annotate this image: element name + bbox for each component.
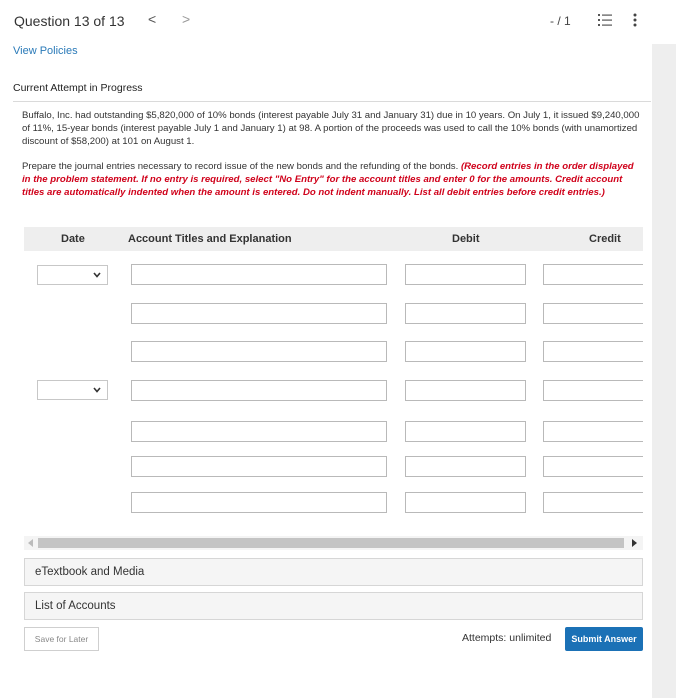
score-display: - / 1 xyxy=(550,14,571,28)
debit-amount-input[interactable] xyxy=(405,380,526,401)
submit-answer-button[interactable]: Submit Answer xyxy=(565,627,643,651)
question-list-icon[interactable] xyxy=(598,13,612,27)
more-options-icon[interactable] xyxy=(632,12,638,28)
account-column-header: Account Titles and Explanation xyxy=(128,233,292,245)
horizontal-scrollbar[interactable] xyxy=(24,536,643,550)
view-policies-link[interactable]: View Policies xyxy=(13,45,78,57)
account-title-input[interactable] xyxy=(131,264,387,285)
credit-amount-input[interactable] xyxy=(543,264,643,285)
credit-column-header: Credit xyxy=(589,233,621,245)
list-of-accounts-panel[interactable] xyxy=(24,592,643,620)
date-column-header: Date xyxy=(61,233,85,245)
attempts-status: Attempts: unlimited xyxy=(462,632,552,644)
scroll-left-icon[interactable] xyxy=(28,539,33,547)
etextbook-panel[interactable] xyxy=(24,558,643,586)
credit-amount-input[interactable] xyxy=(543,380,643,401)
question-content xyxy=(22,103,642,199)
account-title-input[interactable] xyxy=(131,380,387,401)
account-title-input[interactable] xyxy=(131,421,387,442)
etextbook-label: eTextbook and Media xyxy=(35,566,145,578)
date-select[interactable] xyxy=(37,380,108,400)
account-title-input[interactable] xyxy=(131,492,387,513)
instructions-emphasis: (Record entries in the order displayed in the problem statement. If no entry is required, select "No Entry" for the account titles and enter 0 for the amounts. Credit account titles are automatically indented when the amount is entered. Do not indent manually. List all debit entries before credit entries.) xyxy=(22,161,634,198)
problem-statement: Buffalo, Inc. had outstanding $5,820,000 of 10% bonds (interest payable July 31 and January 31) due in 10 years. On July 1, it issued $9,240,000 of 11%, 15-year bonds (interest payable July 1 and January 1) at 98. A portion of the proceeds was used to call the 10% bonds (with unamortized discount of $58,200) at 101 on August 1. xyxy=(22,110,640,147)
credit-amount-input[interactable] xyxy=(543,341,643,362)
chevron-down-icon xyxy=(93,387,101,393)
chevron-down-icon xyxy=(93,272,101,278)
debit-amount-input[interactable] xyxy=(405,456,526,477)
credit-amount-input[interactable] xyxy=(543,456,643,477)
credit-amount-input[interactable] xyxy=(543,492,643,513)
scroll-right-icon[interactable] xyxy=(632,539,637,547)
debit-amount-input[interactable] xyxy=(405,341,526,362)
list-of-accounts-label: List of Accounts xyxy=(35,600,116,612)
account-title-input[interactable] xyxy=(131,341,387,362)
credit-amount-input[interactable] xyxy=(543,303,643,324)
top-bar xyxy=(0,0,676,44)
right-gutter xyxy=(652,44,676,698)
next-question-button[interactable]: > xyxy=(182,11,191,27)
account-title-input[interactable] xyxy=(131,303,387,324)
attempt-status-heading: Current Attempt in Progress xyxy=(13,82,651,102)
date-select[interactable] xyxy=(37,265,108,285)
instructions-text: Prepare the journal entries necessary to record issue of the new bonds and the refunding of the bonds. xyxy=(22,161,461,172)
scrollbar-thumb[interactable] xyxy=(38,538,624,548)
debit-amount-input[interactable] xyxy=(405,492,526,513)
save-for-later-button[interactable]: Save for Later xyxy=(24,627,99,651)
debit-column-header: Debit xyxy=(452,233,480,245)
debit-amount-input[interactable] xyxy=(405,303,526,324)
account-title-input[interactable] xyxy=(131,456,387,477)
question-counter: Question 13 of 13 xyxy=(14,13,125,29)
credit-amount-input[interactable] xyxy=(543,421,643,442)
debit-amount-input[interactable] xyxy=(405,264,526,285)
journal-table-header xyxy=(24,227,643,251)
instructions xyxy=(22,160,642,199)
debit-amount-input[interactable] xyxy=(405,421,526,442)
previous-question-button[interactable]: < xyxy=(148,11,157,27)
